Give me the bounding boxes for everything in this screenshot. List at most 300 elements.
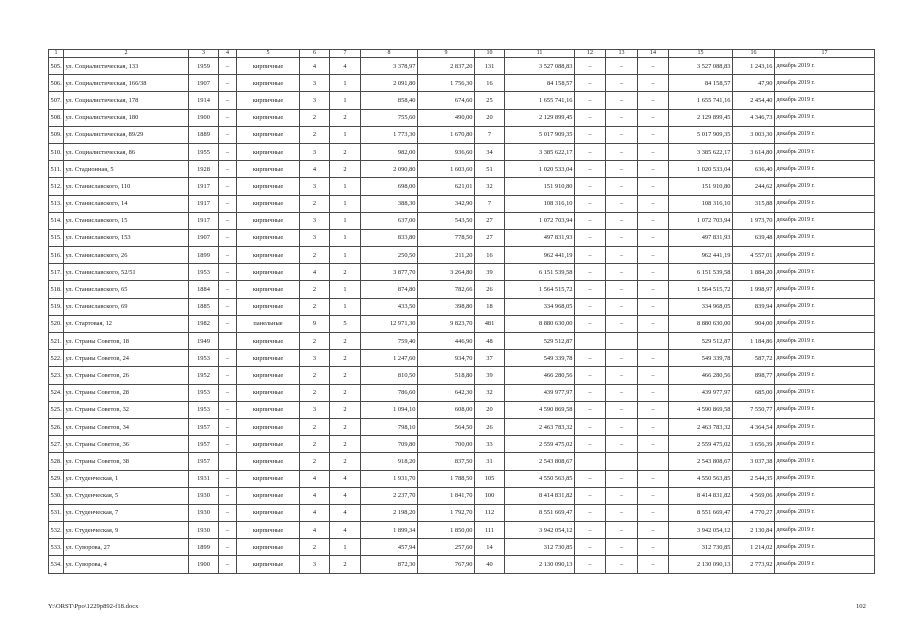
table-cell: – (219, 470, 237, 487)
table-cell: 5 (330, 315, 361, 332)
table-cell: 32 (475, 178, 505, 195)
table-cell: 4 (330, 487, 361, 504)
table-cell: – (575, 556, 606, 573)
table-cell: кирпичные (237, 522, 300, 539)
table-cell: – (638, 470, 669, 487)
table-cell: – (575, 487, 606, 504)
table-cell: – (575, 281, 606, 298)
table-cell: ул. Станиславского, 110 (64, 178, 189, 195)
table-cell: 14 (475, 539, 505, 556)
column-number: 9 (418, 50, 475, 58)
table-cell: 4 550 563,85 (505, 470, 575, 487)
table-cell: кирпичные (237, 487, 300, 504)
table-cell: 5 017 909,35 (505, 126, 575, 143)
table-cell: 755,60 (361, 109, 418, 126)
table-cell: 315,88 (733, 195, 775, 212)
table-cell: 2 (300, 109, 330, 126)
table-cell: 8 414 831,82 (669, 487, 733, 504)
table-cell: 51 (475, 161, 505, 178)
table-cell: декабрь 2019 г. (775, 401, 875, 418)
table-cell: кирпичные (237, 539, 300, 556)
table-cell: 2 543 808,67 (669, 453, 733, 470)
table-cell: декабрь 2019 г. (775, 487, 875, 504)
table-cell: – (638, 212, 669, 229)
table-row (49, 143, 875, 160)
table-cell: декабрь 2019 г. (775, 367, 875, 384)
table-cell: кирпичные (237, 212, 300, 229)
table-cell: 31 (475, 453, 505, 470)
table-cell: 2 130 090,13 (505, 556, 575, 573)
table-cell: 3 037,38 (733, 453, 775, 470)
table-cell: 564,50 (418, 418, 475, 435)
table-cell: ул. Страны Советов, 18 (64, 333, 189, 350)
table-cell: – (219, 264, 237, 281)
table-cell: 32 (475, 384, 505, 401)
table-row (49, 161, 875, 178)
table-cell: 1899 (189, 539, 219, 556)
column-number: 8 (361, 50, 418, 58)
table-cell: 514. (49, 212, 64, 229)
table-cell: 244,62 (733, 178, 775, 195)
table-cell: – (219, 436, 237, 453)
table-cell: – (638, 264, 669, 281)
table-cell: декабрь 2019 г. (775, 212, 875, 229)
table-cell: 27 (475, 229, 505, 246)
table-cell: кирпичные (237, 333, 300, 350)
table-cell: кирпичные (237, 161, 300, 178)
table-cell: 20 (475, 109, 505, 126)
table-cell: 2 (330, 333, 361, 350)
table-cell: 4 (300, 264, 330, 281)
table-cell: 1 655 741,16 (669, 92, 733, 109)
table-cell: – (219, 229, 237, 246)
table-cell: 685,00 (733, 384, 775, 401)
table-cell: 1907 (189, 75, 219, 92)
table-cell: – (606, 487, 638, 504)
table-cell: ул. Стадионная, 5 (64, 161, 189, 178)
table-cell: кирпичные (237, 367, 300, 384)
table-row (49, 333, 875, 350)
table-cell: 8 551 669,47 (669, 504, 733, 521)
table-cell: 510. (49, 143, 64, 160)
table-cell: кирпичные (237, 247, 300, 264)
table-cell: – (219, 315, 237, 332)
column-number: 11 (505, 50, 575, 58)
table-row (49, 522, 875, 539)
table-cell: 3 656,39 (733, 436, 775, 453)
column-number: 15 (669, 50, 733, 58)
column-number: 12 (575, 50, 606, 58)
table-cell: – (575, 315, 606, 332)
table-cell: 505. (49, 58, 64, 75)
table-cell: 527. (49, 436, 64, 453)
table-cell: – (606, 384, 638, 401)
table-cell: 1 841,70 (418, 487, 475, 504)
table-cell: декабрь 2019 г. (775, 75, 875, 92)
table-cell: 518,80 (418, 367, 475, 384)
table-cell: декабрь 2019 г. (775, 195, 875, 212)
table-cell: – (575, 178, 606, 195)
table-cell: 516. (49, 247, 64, 264)
table-cell: 27 (475, 212, 505, 229)
table-cell: – (638, 367, 669, 384)
table-cell: – (575, 418, 606, 435)
table-cell: 534. (49, 556, 64, 573)
table-cell: 1 (330, 539, 361, 556)
table-cell: декабрь 2019 г. (775, 264, 875, 281)
table-cell: 982,00 (361, 143, 418, 160)
table-cell: 767,90 (418, 556, 475, 573)
table-cell: – (575, 247, 606, 264)
table-cell: 858,40 (361, 92, 418, 109)
table-cell: ул. Страны Советов, 36 (64, 436, 189, 453)
table-cell: 509. (49, 126, 64, 143)
table-cell: – (606, 350, 638, 367)
table-row (49, 281, 875, 298)
table-cell: 7 (475, 126, 505, 143)
table-cell: 642,30 (418, 384, 475, 401)
table-cell: 25 (475, 92, 505, 109)
table-row (49, 350, 875, 367)
table-cell: 3 385 622,17 (669, 143, 733, 160)
table-row (49, 367, 875, 384)
table-cell: 1 973,70 (733, 212, 775, 229)
table-cell: – (638, 229, 669, 246)
table-cell: 918,20 (361, 453, 418, 470)
table-cell: – (575, 522, 606, 539)
table-cell: 466 280,56 (505, 367, 575, 384)
table-cell: ул. Стартовая, 12 (64, 315, 189, 332)
table-cell: декабрь 2019 г. (775, 470, 875, 487)
table-cell: 34 (475, 143, 505, 160)
table-cell: 2 454,40 (733, 92, 775, 109)
table-cell: кирпичные (237, 298, 300, 315)
table-cell: – (606, 161, 638, 178)
table-cell: 112 (475, 504, 505, 521)
table-cell: – (606, 504, 638, 521)
table-cell: 636,40 (733, 161, 775, 178)
table-cell: 1899 (189, 247, 219, 264)
table-cell: 2 090,80 (361, 161, 418, 178)
table-cell: панельные (237, 315, 300, 332)
table-cell: – (606, 264, 638, 281)
table-cell: 1 788,50 (418, 470, 475, 487)
table-cell: 637,00 (361, 212, 418, 229)
table-cell: – (638, 126, 669, 143)
table-cell: – (606, 247, 638, 264)
table-cell: 530. (49, 487, 64, 504)
table-cell: 872,30 (361, 556, 418, 573)
table-cell: 3 (300, 229, 330, 246)
table-cell: 151 910,80 (669, 178, 733, 195)
table-cell: 1 773,30 (361, 126, 418, 143)
table-cell: 1930 (189, 487, 219, 504)
table-cell: 1 020 533,04 (505, 161, 575, 178)
table-cell: – (638, 315, 669, 332)
table-cell: 3 (300, 92, 330, 109)
table-cell: – (219, 143, 237, 160)
table-cell: кирпичные (237, 75, 300, 92)
table-cell: 9 (300, 315, 330, 332)
table-cell: декабрь 2019 г. (775, 539, 875, 556)
table-cell: – (606, 539, 638, 556)
table-cell: 3 378,97 (361, 58, 418, 75)
table-row (49, 539, 875, 556)
table-cell: – (606, 126, 638, 143)
table-cell: 1953 (189, 401, 219, 418)
table-cell: 3 (300, 556, 330, 573)
table-cell: 1 792,70 (418, 504, 475, 521)
table-cell: 8 880 630,00 (669, 315, 733, 332)
table-cell: декабрь 2019 г. (775, 178, 875, 195)
table-cell: 9 823,70 (418, 315, 475, 332)
table-cell: 2 (300, 333, 330, 350)
table-cell: 1917 (189, 178, 219, 195)
table-cell: 1 (330, 281, 361, 298)
table-cell: 521. (49, 333, 64, 350)
table-cell: – (219, 367, 237, 384)
table-cell: 1949 (189, 333, 219, 350)
table-cell: кирпичные (237, 143, 300, 160)
table-cell: – (219, 109, 237, 126)
table-cell: 4 (330, 522, 361, 539)
table-cell: – (219, 178, 237, 195)
table-cell: 1900 (189, 556, 219, 573)
table-cell: – (575, 92, 606, 109)
table-cell: – (638, 109, 669, 126)
table-cell: 40 (475, 556, 505, 573)
table-cell: – (638, 436, 669, 453)
table-cell: кирпичные (237, 109, 300, 126)
table-cell: 8 880 630,00 (505, 315, 575, 332)
table-cell: кирпичные (237, 281, 300, 298)
table-cell: 4 550 563,85 (669, 470, 733, 487)
table-cell (638, 333, 669, 350)
table-cell: 2 130,84 (733, 522, 775, 539)
table-cell: 1959 (189, 58, 219, 75)
table-cell: 446,90 (418, 333, 475, 350)
table-cell: ул. Станиславского, 65 (64, 281, 189, 298)
page-number: 102 (856, 603, 866, 610)
table-cell: 523. (49, 367, 64, 384)
table-cell: 16 (475, 75, 505, 92)
table-cell: 1885 (189, 298, 219, 315)
table-cell: 3 (300, 212, 330, 229)
table-cell: 5 017 909,35 (669, 126, 733, 143)
table-cell: 621,01 (418, 178, 475, 195)
table-cell: 529. (49, 470, 64, 487)
table-cell: 312 730,85 (669, 539, 733, 556)
table-cell: 508. (49, 109, 64, 126)
table-cell: 3 385 622,17 (505, 143, 575, 160)
table-cell: 1 020 533,04 (669, 161, 733, 178)
table-cell: 7 550,77 (733, 401, 775, 418)
table-row (49, 264, 875, 281)
table-cell: 874,80 (361, 281, 418, 298)
table-cell: 3 614,80 (733, 143, 775, 160)
table-cell: 84 158,57 (505, 75, 575, 92)
table-cell: 3 (300, 75, 330, 92)
column-number: 6 (300, 50, 330, 58)
table-cell (575, 453, 606, 470)
table-cell: 312 730,85 (505, 539, 575, 556)
table-cell: 2 (300, 539, 330, 556)
table-cell: 2 (330, 384, 361, 401)
table-cell: – (606, 178, 638, 195)
table-cell: 1953 (189, 350, 219, 367)
table-cell: 151 910,80 (505, 178, 575, 195)
table-cell: 497 831,93 (669, 229, 733, 246)
table-cell: – (219, 401, 237, 418)
table-cell: ул. Станиславского, 14 (64, 195, 189, 212)
table-cell: 519. (49, 298, 64, 315)
table-cell: 709,80 (361, 436, 418, 453)
table-cell: 533. (49, 539, 64, 556)
table-cell: 4 (330, 58, 361, 75)
table-cell: 532. (49, 522, 64, 539)
table-cell: 1 850,00 (418, 522, 475, 539)
table-cell: 1907 (189, 229, 219, 246)
table-cell: 525. (49, 401, 64, 418)
table-cell: – (575, 350, 606, 367)
table-cell: 2 (330, 436, 361, 453)
column-number: 1 (49, 50, 64, 58)
table-body (49, 50, 875, 574)
table-cell: 4 (300, 504, 330, 521)
table-cell (638, 453, 669, 470)
table-cell: 1889 (189, 126, 219, 143)
table-cell: 108 316,10 (505, 195, 575, 212)
table-cell: 1 (330, 92, 361, 109)
table-cell: 2 091,80 (361, 75, 418, 92)
table-cell: декабрь 2019 г. (775, 333, 875, 350)
table-cell: 1 603,60 (418, 161, 475, 178)
table-cell: – (575, 58, 606, 75)
table-cell: 334 968,05 (505, 298, 575, 315)
table-cell: 2 544,35 (733, 470, 775, 487)
table-cell: 1955 (189, 143, 219, 160)
table-cell: ул. Студенческая, 9 (64, 522, 189, 539)
table-cell: 786,60 (361, 384, 418, 401)
table-cell: – (575, 212, 606, 229)
table-cell: 1900 (189, 109, 219, 126)
table-cell: 1952 (189, 367, 219, 384)
table-cell: ул. Суворова, 4 (64, 556, 189, 573)
table-cell: кирпичные (237, 401, 300, 418)
table-cell: 1 (330, 178, 361, 195)
table-cell: 3 (300, 178, 330, 195)
table-cell: – (638, 298, 669, 315)
table-cell: 37 (475, 350, 505, 367)
table-cell: 549 339,78 (505, 350, 575, 367)
table-cell: 7 (475, 195, 505, 212)
table-cell: 2 (330, 556, 361, 573)
table-cell: – (219, 556, 237, 573)
table-cell: – (638, 92, 669, 109)
table-cell (606, 333, 638, 350)
column-number-row (49, 50, 875, 58)
table-cell: декабрь 2019 г. (775, 92, 875, 109)
table-cell: 131 (475, 58, 505, 75)
table-cell: кирпичные (237, 350, 300, 367)
table-cell: – (606, 436, 638, 453)
table-cell: – (606, 401, 638, 418)
table-cell: 2 559 475,02 (669, 436, 733, 453)
table-cell: 1930 (189, 522, 219, 539)
table-cell: 433,50 (361, 298, 418, 315)
table-cell: 481 (475, 315, 505, 332)
table-cell: – (219, 126, 237, 143)
column-number: 5 (237, 50, 300, 58)
table-cell: 20 (475, 401, 505, 418)
table-cell: – (575, 126, 606, 143)
table-cell: 1 184,86 (733, 333, 775, 350)
table-cell: – (638, 143, 669, 160)
table-cell: – (638, 539, 669, 556)
table-cell: 439 977,97 (505, 384, 575, 401)
table-cell: кирпичные (237, 264, 300, 281)
table-cell: – (606, 92, 638, 109)
table-cell: 833,80 (361, 229, 418, 246)
table-cell: 517. (49, 264, 64, 281)
table-cell: 2 (300, 281, 330, 298)
table-cell: 1 (330, 298, 361, 315)
table-row (49, 109, 875, 126)
table-cell: 4 (300, 470, 330, 487)
table-cell: 1 756,30 (418, 75, 475, 92)
column-number: 13 (606, 50, 638, 58)
table-cell: – (606, 281, 638, 298)
table-cell: 4 590 869,58 (669, 401, 733, 418)
table-cell: декабрь 2019 г. (775, 247, 875, 264)
table-cell: ул. Страны Советов, 24 (64, 350, 189, 367)
table-row (49, 453, 875, 470)
table-cell: 2 (330, 401, 361, 418)
table-cell: 1982 (189, 315, 219, 332)
table-cell: декабрь 2019 г. (775, 281, 875, 298)
table-cell: 526. (49, 418, 64, 435)
table-cell: ул. Станиславского, 153 (64, 229, 189, 246)
table-cell: – (219, 384, 237, 401)
table-cell: – (219, 58, 237, 75)
table-cell: 1 998,97 (733, 281, 775, 298)
table-row (49, 504, 875, 521)
table-cell: 1953 (189, 384, 219, 401)
table-cell: – (575, 75, 606, 92)
table-cell: 837,50 (418, 453, 475, 470)
table-cell: 2 (330, 453, 361, 470)
table-cell: ул. Страны Советов, 28 (64, 384, 189, 401)
table-cell: 2 463 783,32 (505, 418, 575, 435)
table-cell: 2 (300, 247, 330, 264)
table-cell: 674,60 (418, 92, 475, 109)
table-cell: кирпичные (237, 453, 300, 470)
table-cell: – (575, 504, 606, 521)
table-cell: 759,40 (361, 333, 418, 350)
table-row (49, 212, 875, 229)
table-cell: декабрь 2019 г. (775, 418, 875, 435)
table-cell: 934,70 (418, 350, 475, 367)
table-cell: 3 942 054,12 (505, 522, 575, 539)
housing-data-table (48, 49, 875, 574)
table-cell: 529 512,87 (505, 333, 575, 350)
table-cell: 513. (49, 195, 64, 212)
table-cell: кирпичные (237, 504, 300, 521)
table-cell: 549 339,78 (669, 350, 733, 367)
table-cell: – (606, 418, 638, 435)
table-cell: – (575, 229, 606, 246)
table-cell: 334 968,05 (669, 298, 733, 315)
